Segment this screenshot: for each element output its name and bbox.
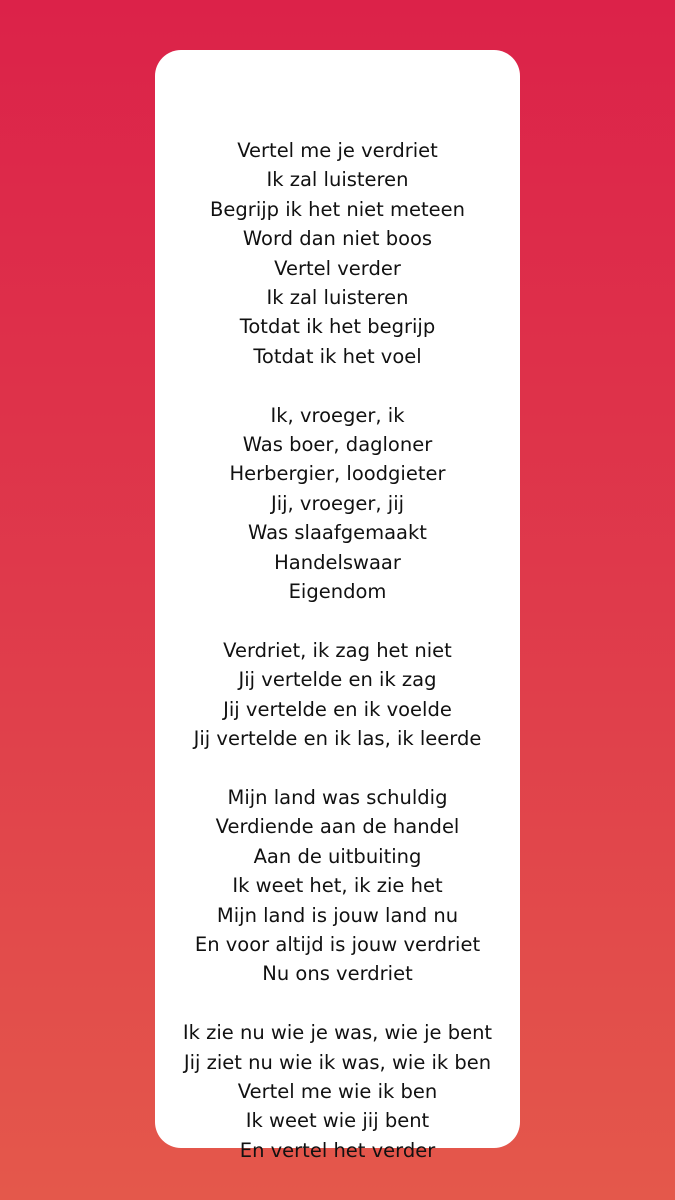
poem-stanza [155,783,520,989]
poem-line: Jij vertelde en ik zag [238,668,437,692]
poem-line: Nu ons verdriet [262,962,413,986]
poem-line: Jij, vroeger, jij [270,491,405,515]
poem-line: Ik weet wie jij bent [245,1109,430,1133]
poem-line: Ik zie nu wie je was, wie je bent [182,1021,493,1045]
poem-line: En voor altijd is jouw verdriet [194,932,481,956]
poem-stanza [155,636,520,754]
poem-line: Herbergier, loodgieter [229,462,446,486]
poem-line: Was boer, dagloner [242,433,433,457]
poem-line: Eigendom [288,580,387,604]
poem-line: Vertel verder [274,256,401,280]
poem-line: Jij ziet nu wie ik was, wie ik ben [183,1050,492,1074]
poem-text [155,136,520,1165]
poem-line: Ik weet het, ik zie het [232,874,443,898]
poem-line: Ik zal luisteren [266,286,409,310]
poem-line: Mijn land was schuldig [227,785,448,809]
poem-line: Was slaafgemaakt [248,521,427,545]
poem-line: Handelswaar [274,550,401,574]
poem-line: Begrijp ik het niet meteen [210,197,465,221]
poem-line: En vertel het verder [239,1138,436,1162]
poem-stanza [155,1018,520,1165]
poem-line: Vertel me je verdriet [237,139,438,162]
poem-stanza [155,401,520,607]
poem-line: Vertel me wie ik ben [237,1079,438,1103]
poem-line: Ik, vroeger, ik [270,403,405,427]
poem-stanza [155,136,520,371]
poem-line: Verdriet, ik zag het niet [223,638,452,662]
poem-line: Totdat ik het begrijp [239,315,436,339]
poem-line: Jij vertelde en ik voelde [223,697,452,721]
poem-line: Totdat ik het voel [253,344,422,368]
poem-line: Jij vertelde en ik las, ik leerde [193,727,482,751]
poem-line: Word dan niet boos [242,227,433,251]
poem-line: Mijn land is jouw land nu [216,903,459,927]
poem-line: Verdiende aan de handel [215,815,460,839]
poem-line: Aan de uitbuiting [253,844,422,868]
poem-line: Ik zal luisteren [266,168,409,192]
poem-card [155,50,520,1162]
